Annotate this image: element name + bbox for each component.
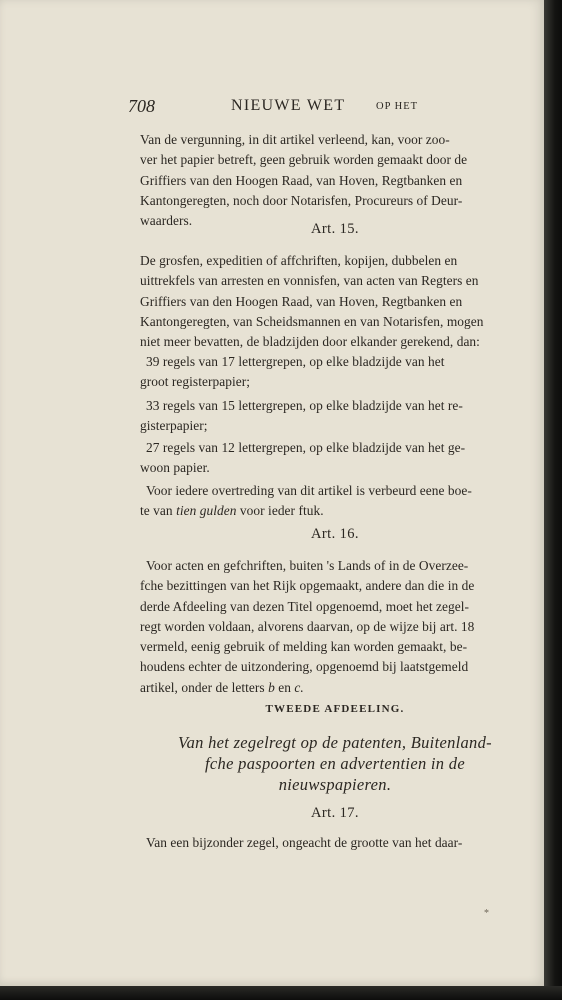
- text-line: Voor iedere overtreding van dit artikel is verbeurd eene boe-: [146, 483, 472, 498]
- text-line: Van de vergunning, in dit artikel verleend, kan, voor zoo-: [140, 132, 450, 147]
- text-line: regt worden voldaan, alvorens daarvan, op de wijze bij art. 18: [140, 618, 475, 634]
- text-line: woon papier.: [140, 460, 210, 476]
- paragraph-33-regels: [140, 396, 530, 437]
- text-line: Kantongeregten, van Scheidsmannen en van Notarisfen, mogen: [140, 313, 484, 329]
- section-subtitle: [140, 732, 530, 795]
- italic-text: tien gulden: [176, 503, 237, 519]
- text-line: Griffiers van den Hoogen Raad, van Hoven, Regtbanken en: [140, 293, 463, 309]
- margin-mark: *: [484, 908, 489, 919]
- italic-letter: c.: [294, 679, 304, 695]
- text-fragment: artikel, onder de letters: [140, 679, 265, 695]
- text-line: Kantongeregten, noch door Notarisfen, Procureurs of Deur-: [140, 192, 463, 208]
- paragraph-vergunning: [140, 130, 530, 231]
- subtitle-line: nieuwspapieren.: [278, 775, 392, 794]
- text-fragment: voor ieder ftuk.: [239, 503, 324, 519]
- subtitle-line: fche paspoorten en advertentien in de: [205, 754, 465, 773]
- paragraph-acten: [140, 556, 530, 698]
- paragraph-grossen: [140, 251, 530, 352]
- text-line: Voor acten en gefchriften, buiten 's Lands of in de Overzee-: [146, 558, 469, 573]
- article-16-heading: Art. 16.: [311, 526, 359, 542]
- text-line: houdens echter de uitzondering, opgenoemd bij laatstgemeld: [140, 659, 469, 675]
- text-line: De grosfen, expeditien of affchriften, kopijen, dubbelen en: [140, 253, 458, 268]
- text-line: fche bezittingen van het Rijk opgemaakt, andere dan die in de: [140, 578, 475, 594]
- text-fragment: te van: [140, 503, 173, 519]
- text-line: 39 regels van 17 lettergrepen, op elke bladzijde van het: [146, 354, 445, 369]
- page-bottom-shadow: [0, 986, 562, 1000]
- text-line: 27 regels van 12 lettergrepen, op elke bladzijde van het ge-: [146, 440, 466, 455]
- article-17-heading: Art. 17.: [311, 805, 359, 821]
- text-line: derde Afdeeling van dezen Titel opgenoemd, moet het zegel-: [140, 598, 470, 614]
- article-15-heading: Art. 15.: [311, 221, 359, 237]
- section-title: TWEEDE AFDEELING.: [265, 703, 405, 715]
- paragraph-39-regels: [140, 352, 530, 393]
- subtitle-line: Van het zegelregt op de patenten, Buitenland-: [178, 733, 492, 752]
- text-line: niet meer bevatten, de bladzijden door elkander gerekend, dan:: [140, 334, 480, 350]
- text-line: Van een bijzonder zegel, ongeacht de grootte van het daar-: [146, 835, 463, 850]
- paragraph-bijzonder-zegel: [146, 833, 530, 853]
- text-line: waarders.: [140, 213, 193, 229]
- text-line: [140, 501, 530, 521]
- text-line: ver het papier betreft, geen gebruik worden gemaakt door de: [140, 152, 468, 168]
- text-line: 33 regels van 15 lettergrepen, op elke bladzijde van het re-: [146, 398, 463, 413]
- text-line: [140, 678, 530, 698]
- italic-letter: b: [268, 679, 275, 695]
- text-line: vermeld, eenig gebruik of melding kan worden gemaakt, be-: [140, 639, 468, 655]
- text-line: groot registerpapier;: [140, 374, 250, 390]
- page-number: 708: [128, 96, 155, 116]
- text-line: uittrekfels van arresten en vonnisfen, van acten van Regters en: [140, 273, 479, 289]
- paragraph-overtreding: [140, 481, 530, 522]
- page-header: [128, 96, 428, 120]
- text-line: gisterpapier;: [140, 418, 208, 434]
- paragraph-27-regels: [140, 438, 530, 479]
- text-line: Griffiers van den Hoogen Raad, van Hoven, Regtbanken en: [140, 172, 463, 188]
- book-binding-edge: [544, 0, 562, 1000]
- running-head: NIEUWE WET: [231, 97, 346, 114]
- running-head-small: OP HET: [376, 101, 419, 112]
- text-fragment: en: [278, 679, 292, 695]
